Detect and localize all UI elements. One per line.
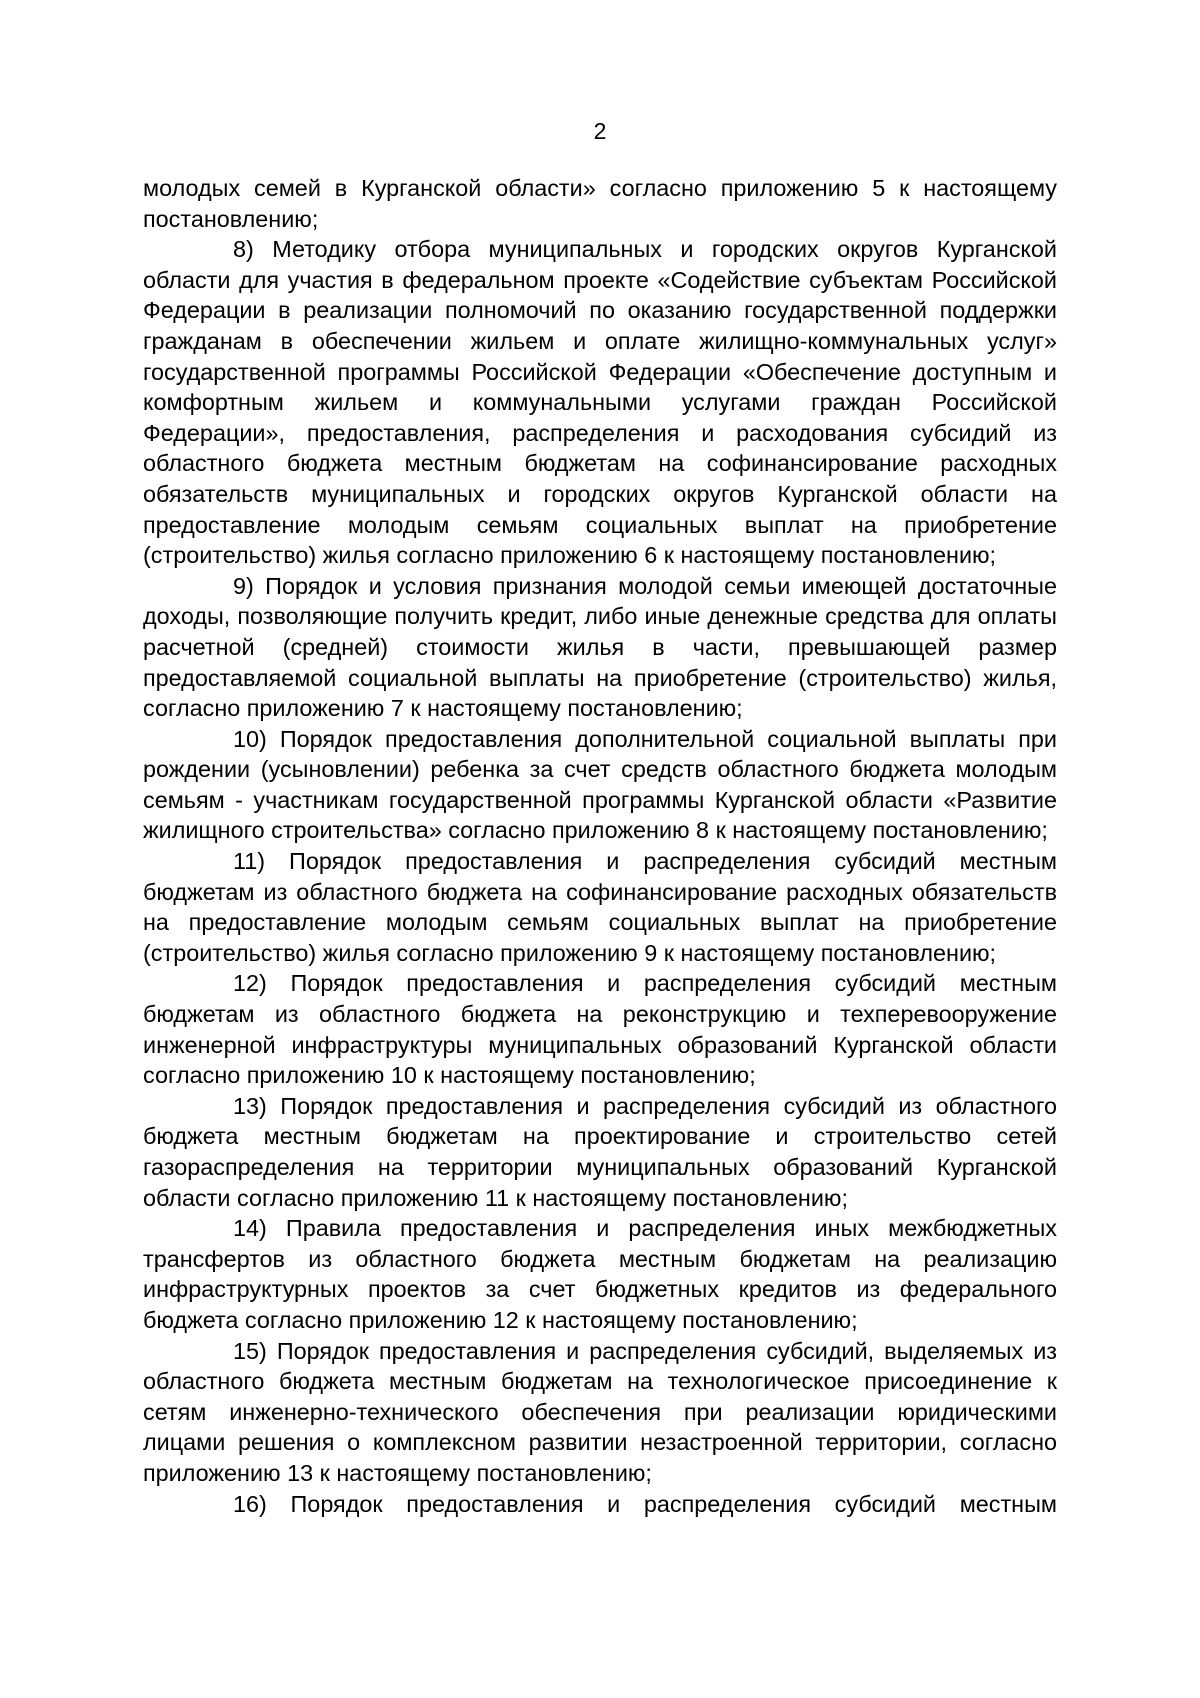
- paragraph-item-15: 15) Порядок предоставления и распределения субсидий, выделяемых из областного бюджета местным бюджетам на технологическое присоединение к сетям инженерно-технического обеспечения при реализации юридическими лицами решения о комплексном развитии незастроенной территории, согласно приложению 13 к настоящему постановлению;: [143, 1337, 1057, 1486]
- paragraph-item-11: 11) Порядок предоставления и распределения субсидий местным бюджетам из областного бюджета на софинансирование расходных обязательств на предоставление молодым семьям социальных выплат на приобретение (строительство) жилья согласно приложению 9 к настоящему постановлению;: [143, 848, 1057, 966]
- paragraph-item-13: 13) Порядок предоставления и распределения субсидий из областного бюджета местным бюджетам на проектирование и строительство сетей газораспределения на территории муниципальных образований Курганской области согласно приложению 11 к настоящему постановлению;: [143, 1092, 1057, 1211]
- paragraph-continuation: молодых семей в Курганской области» согласно приложению 5 к настоящему постановлению;: [143, 175, 1057, 232]
- paragraph-item-9: 9) Порядок и условия признания молодой семьи имеющей достаточные доходы, позволяющие получить кредит, либо иные денежные средства для оплаты расчетной (средней) стоимости жилья в части, превышающей размер предоставляемой социальной выплаты на приобретение (строительство) жилья, согласно приложению 7 к настоящему постановлению;: [143, 572, 1057, 722]
- paragraph-item-8: 8) Методику отбора муниципальных и городских округов Курганской области для участия в федеральном проекте «Содействие субъектам Российской Федерации в реализации полномочий по оказанию государственной поддержки гражданам в обеспечении жильем и оплате жилищно-коммунальных услуг» государственной программы Российской Федерации «Обеспечение доступным и комфортным жильем и коммунальными услугами граждан Российской Федерации», предоставления, распределения и расходования субсидий из областного бюджета местным бюджетам на софинансирование расходных обязательств муниципальных и городских округов Курганской области на предоставление молодым семьям социальных выплат на приобретение (строительство) жилья согласно приложению 6 к настоящему постановлению;: [143, 236, 1057, 569]
- paragraph-item-10: 10) Порядок предоставления дополнительной социальной выплаты при рождении (усыновлении) ребенка за счет средств областного бюджета молодым семьям - участникам государственной программы Курганской области «Развитие жилищного строительства» согласно приложению 8 к настоящему постановлению;: [143, 725, 1057, 844]
- page-number: 2: [593, 118, 607, 144]
- paragraph-item-14: 14) Правила предоставления и распределения иных межбюджетных трансфертов из областного бюджета местным бюджетам на реализацию инфраструктурных проектов за счет бюджетных кредитов из федерального бюджета согласно приложению 12 к настоящему постановлению;: [143, 1215, 1057, 1333]
- paragraph-item-16: 16) Порядок предоставления и распределения субсидий местным: [233, 1490, 1057, 1517]
- paragraph-item-12: 12) Порядок предоставления и распределения субсидий местным бюджетам из областного бюджета на реконструкцию и техперевооружение инженерной инфраструктуры муниципальных образований Курганской области согласно приложению 10 к настоящему постановлению;: [143, 970, 1057, 1089]
- document-body: [143, 173, 1057, 1519]
